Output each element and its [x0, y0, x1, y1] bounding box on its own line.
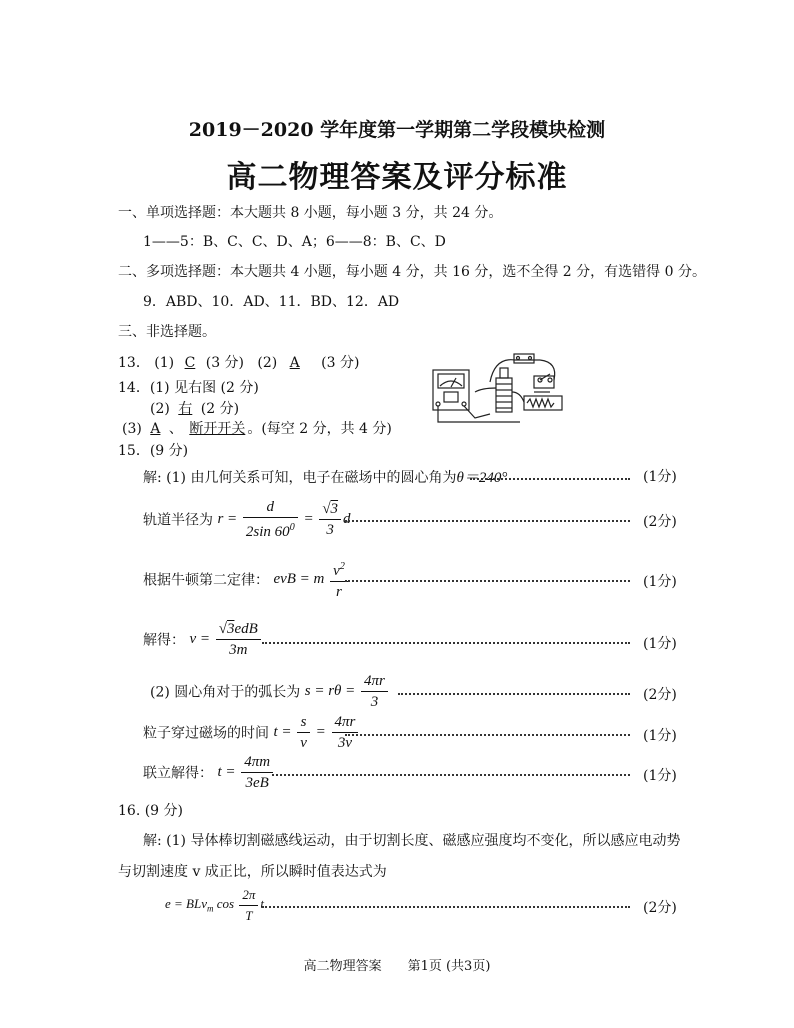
q16-score-1: (2分)	[643, 900, 677, 916]
dotted-leader	[345, 520, 630, 522]
q15-score-7: (1分)	[643, 768, 677, 784]
q16-paragraph-2: 与切割速度 v 成正比，所以瞬时值表达式为	[118, 864, 387, 880]
q15-header: 15．(9 分)	[118, 443, 189, 459]
q16-paragraph-1: 解: (1) 导体棒切割磁感线运动，由于切割长度、磁感应强度均不变化，所以感应电动势	[143, 833, 681, 849]
dotted-leader	[272, 774, 630, 776]
dotted-leader	[262, 642, 630, 644]
formula-radius: r = $\frac{d}{2\sin 60^0}$ = $\frac{√3}{3}$ d	[217, 499, 351, 540]
document-title: 高二物理答案及评分标准	[226, 160, 568, 195]
section1-heading: 一、单项选择题：本大题共 8 小题，每小题 3 分，共 24 分。	[118, 205, 503, 221]
q15-line-7: 联立解得： t = $\frac{4\pi m}{3eB}$	[143, 753, 275, 792]
formula-arc-length: s = rθ = $\frac{4\pi r}{3}$	[305, 683, 390, 699]
document-subtitle: 2019－2020 学年度第一学期第二学段模块检测	[188, 119, 606, 141]
q15-score-1: (1分)	[643, 469, 677, 485]
formula-newton: evB = m $\frac{v^2}{r}$	[273, 571, 349, 587]
section3-heading: 三、非选择题。	[118, 324, 216, 340]
coil-cylinder	[496, 378, 512, 412]
q13-answer-2: A	[289, 355, 300, 371]
q15-line-3: 根据牛顿第二定律： evB = m $\frac{v^2}{r}$	[143, 558, 350, 601]
formula-time: t = $\frac{s}{v}$ = $\frac{4\pi r}{3v}$	[273, 724, 360, 740]
q14-line-2: (2) 右 (2 分)	[150, 401, 240, 417]
dotted-leader	[470, 478, 630, 480]
q15-line-2: 轨道半径为 r = $\frac{d}{2\sin 60^0}$ = $\frac{√3}{3}$ d	[143, 499, 351, 540]
section1-answers: 1——5：B、C、C、D、A；6——8：B、C、D	[143, 234, 446, 250]
q15-line-5: (2) 圆心角对于的弧长为 s = rθ = $\frac{4\pi r}{3}$	[150, 672, 390, 711]
q16-formula-line	[165, 886, 264, 925]
circuit-diagram-figure	[430, 352, 564, 428]
q16-header: 16. (9 分)	[118, 803, 183, 819]
q15-score-4: (1分)	[643, 636, 677, 652]
formula-velocity: v = $\frac{\text{√3edB}}{3m}$	[189, 631, 262, 647]
formula-emf: e = BLv$_m$ cos $\frac{2\pi}{T}$ t	[165, 887, 264, 923]
q14-answer-direction: 右	[178, 401, 193, 417]
q13-answer-1: C	[184, 355, 196, 371]
q15-line-4: 解得： v = $\frac{\text{√3edB}}{3m}$	[143, 620, 263, 659]
q15-score-5: (2分)	[643, 687, 677, 703]
q14-answer-3a: A	[150, 421, 161, 437]
q13-line: 13． (1) C (3 分) (2) A (3 分)	[118, 355, 360, 371]
q14-answer-3b: 断开开关	[189, 421, 246, 437]
dotted-leader	[398, 693, 630, 695]
q14-line-1: 14．(1) 见右图 (2 分)	[118, 380, 259, 396]
q15-score-2: (2分)	[643, 514, 677, 530]
formula-time-result: t = $\frac{4\pi m}{3eB}$	[217, 764, 275, 780]
q14-line-3: (3) A 、 断开开关 。(每空 2 分，共 4 分)	[122, 421, 392, 437]
q15-score-6: (1分)	[643, 728, 677, 744]
page-footer: 高二物理答案 第1页 (共3页)	[303, 959, 491, 974]
dotted-leader	[345, 734, 630, 736]
section2-heading: 二、多项选择题：本大题共 4 小题，每小题 4 分，共 16 分，选不全得 2 分，有选错得 0 分。	[118, 264, 706, 280]
q15-line-1: 解: (1) 由几何关系可知，电子在磁场中的圆心角为θ＝240°	[143, 470, 508, 486]
dotted-leader	[262, 906, 630, 908]
section2-answers: 9．ABD、10．AD、11．BD、12．AD	[143, 294, 400, 310]
q15-score-3: (1分)	[643, 574, 677, 590]
q15-line-6: 粒子穿过磁场的时间 t = $\frac{s}{v}$ = $\frac{4\pi r}{3v}$	[143, 713, 360, 752]
dotted-leader	[345, 580, 630, 582]
